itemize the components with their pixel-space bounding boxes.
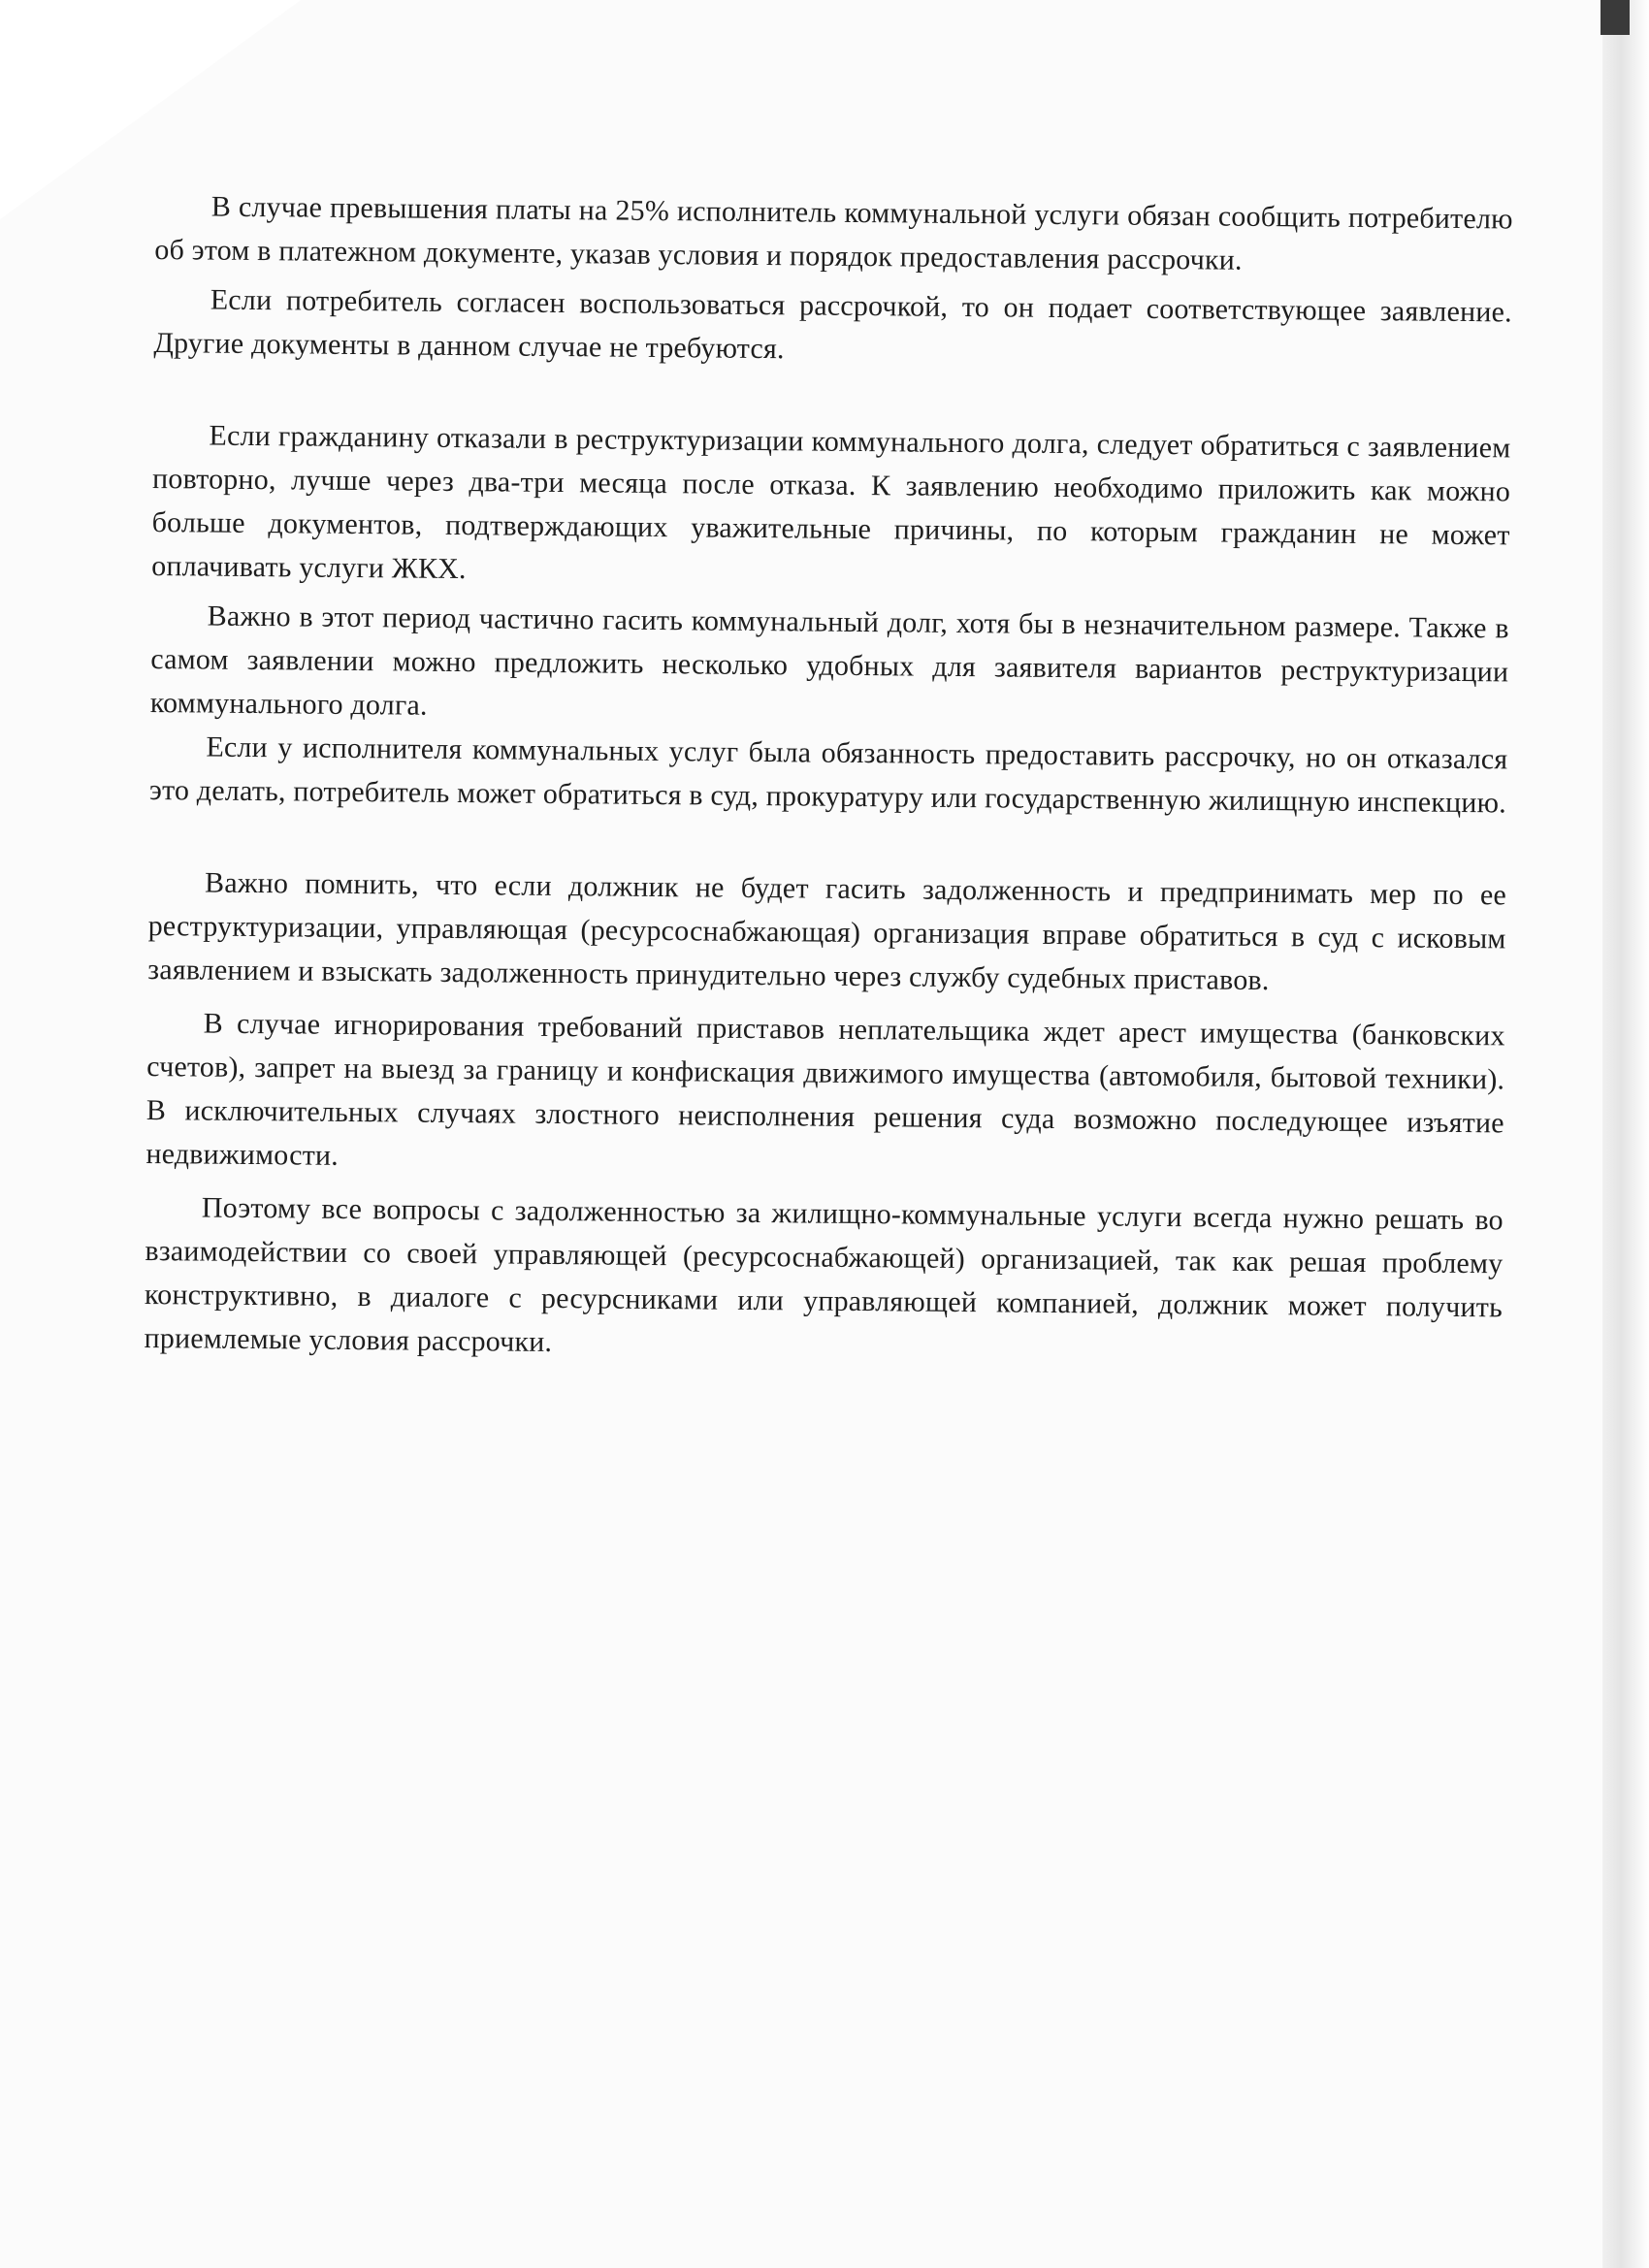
paragraph-conclusion: Поэтому все вопросы с задолженностью за жилищно-коммунальные услуги всегда нужно решать во взаимодействии со своей управляющей (ресурсоснабжающей) организацией, так как решая проблему конструктивно, в диалоге с ресурсниками или управляющей компанией, должник может получить приемлемые условия рассрочки. [144,1191,1504,1358]
scan-edge-shadow [1602,0,1649,2268]
paragraph-installment-application: Если потребитель согласен воспользоваться рассрочкой, то он подает соответствующее заявление. Другие документы в данном случае не требуются. [153,283,1512,366]
scan-edge-mark [1600,0,1630,35]
paragraph-refusal-reapply: Если гражданину отказали в реструктуризации коммунального долга, следует обратиться с заявлением повторно, лучше через два-три месяца после отказа. К заявлению необходимо приложить как можно больше документов, подтверждающих уважительные причины, по которым гражданин не может оплачивать услуги ЖКХ. [151,419,1511,586]
paragraph-partial-payment: Важно в этот период частично гасить коммунальный долг, хотя бы в незначительном размере. Также в самом заявлении можно предложить несколько удобных для заявителя вариантов реструктуризации коммунального долга. [149,599,1509,722]
paragraph-complaint-options: Если у исполнителя коммунальных услуг была обязанность предоставить рассрочку, но он отказался это делать, потребитель может обратиться в суд, прокуратуру или государственную жилищную инспекцию. [148,730,1508,820]
paragraph-court-collection: Важно помнить, что если должник не будет гасить задолженность и предпринимать мер по ее реструктуризации, управляющая (ресурсоснабжающая) организация вправе обратиться в суд с исковым заявлением и взыскать задолженность принудительно через службу судебных приставов. [147,866,1507,997]
paragraph-installment-notice: В случае превышения платы на 25% исполнитель коммунальной услуги обязан сообщить потребителю об этом в платежном документе, указав условия и порядок предоставления рассрочки. [154,190,1513,276]
document-body [144,184,1513,1373]
paragraph-bailiff-consequences: В случае игнорирования требований приставов неплательщика ждет арест имущества (банковских счетов), запрет на выезд за границу и конфискация движимого имущества (автомобиля, бытовой техники). В исключительных случаях злостного неисполнения решения суда возможно последующее изъятие недвижимости. [146,1007,1505,1172]
